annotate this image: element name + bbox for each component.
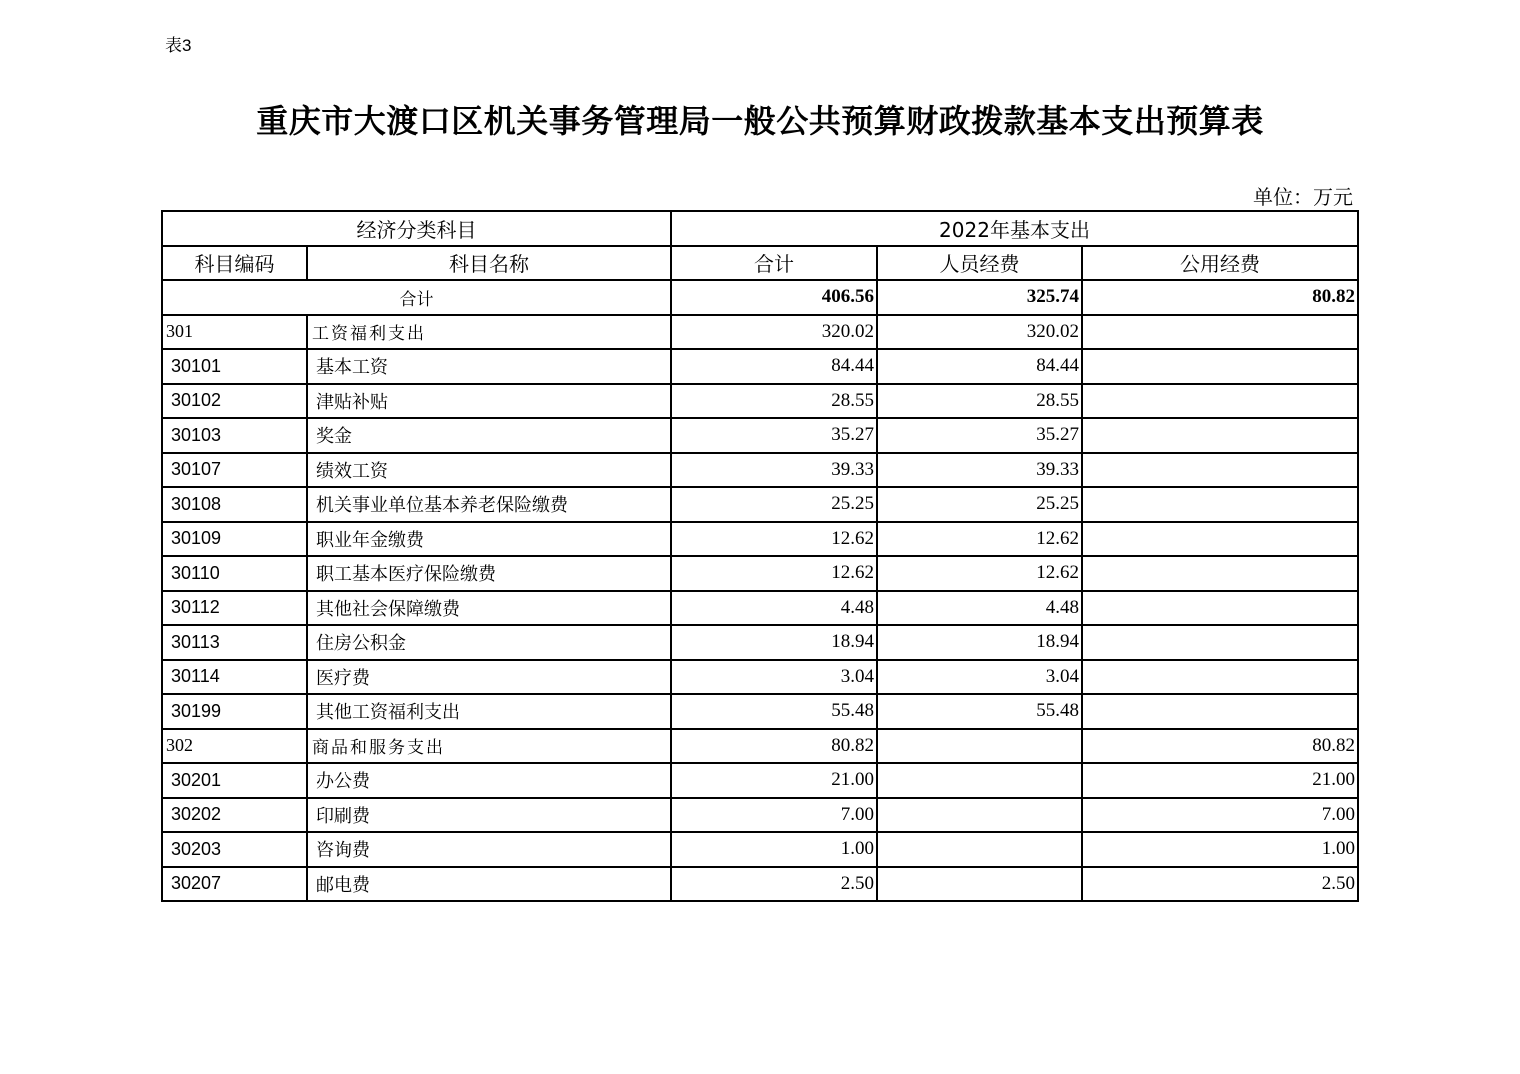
row-total: 21.00 <box>671 763 877 798</box>
row-personnel: 320.02 <box>877 315 1082 350</box>
row-name: 职业年金缴费 <box>307 522 671 557</box>
row-public <box>1082 418 1358 453</box>
row-name: 奖金 <box>307 418 671 453</box>
row-name: 基本工资 <box>307 349 671 384</box>
row-total: 28.55 <box>671 384 877 419</box>
header-basic-expenditure-2022: 2022年基本支出 <box>671 211 1358 246</box>
row-personnel: 4.48 <box>877 591 1082 626</box>
row-total: 7.00 <box>671 798 877 833</box>
row-public <box>1082 453 1358 488</box>
row-total: 84.44 <box>671 349 877 384</box>
row-personnel <box>877 763 1082 798</box>
row-total: 2.50 <box>671 867 877 902</box>
row-total: 80.82 <box>671 729 877 764</box>
row-total: 320.02 <box>671 315 877 350</box>
table-row <box>162 867 1358 902</box>
row-code: 30103 <box>162 418 307 453</box>
row-total: 1.00 <box>671 832 877 867</box>
row-name: 医疗费 <box>307 660 671 695</box>
row-total: 12.62 <box>671 556 877 591</box>
row-total: 25.25 <box>671 487 877 522</box>
header-code: 科目编码 <box>162 246 307 281</box>
row-name: 机关事业单位基本养老保险缴费 <box>307 487 671 522</box>
row-public: 2.50 <box>1082 867 1358 902</box>
row-total: 12.62 <box>671 522 877 557</box>
row-total: 3.04 <box>671 660 877 695</box>
row-code: 30110 <box>162 556 307 591</box>
row-public <box>1082 522 1358 557</box>
header-economic-category: 经济分类科目 <box>162 211 671 246</box>
table-row <box>162 556 1358 591</box>
row-code: 30113 <box>162 625 307 660</box>
row-personnel: 12.62 <box>877 522 1082 557</box>
row-public <box>1082 315 1358 350</box>
header-group-row <box>162 211 1358 246</box>
row-code: 302 <box>162 729 307 764</box>
row-personnel <box>877 867 1082 902</box>
row-personnel: 25.25 <box>877 487 1082 522</box>
row-personnel: 18.94 <box>877 625 1082 660</box>
row-personnel: 39.33 <box>877 453 1082 488</box>
row-total: 4.48 <box>671 591 877 626</box>
row-name: 津贴补贴 <box>307 384 671 419</box>
table-row <box>162 763 1358 798</box>
table-row <box>162 660 1358 695</box>
row-code: 30107 <box>162 453 307 488</box>
row-total: 35.27 <box>671 418 877 453</box>
row-public <box>1082 349 1358 384</box>
table-row <box>162 349 1358 384</box>
row-public <box>1082 556 1358 591</box>
row-personnel: 35.27 <box>877 418 1082 453</box>
table-row <box>162 798 1358 833</box>
row-name: 住房公积金 <box>307 625 671 660</box>
row-code: 30114 <box>162 660 307 695</box>
total-public: 80.82 <box>1082 280 1358 315</box>
row-name: 工资福利支出 <box>307 315 671 350</box>
header-name: 科目名称 <box>307 246 671 281</box>
total-row <box>162 280 1358 315</box>
table-row <box>162 487 1358 522</box>
row-public: 80.82 <box>1082 729 1358 764</box>
row-name: 其他社会保障缴费 <box>307 591 671 626</box>
row-name: 印刷费 <box>307 798 671 833</box>
budget-table <box>161 210 1359 902</box>
row-code: 30102 <box>162 384 307 419</box>
row-public <box>1082 625 1358 660</box>
row-code: 30203 <box>162 832 307 867</box>
row-total: 18.94 <box>671 625 877 660</box>
row-code: 30201 <box>162 763 307 798</box>
category-row <box>162 315 1358 350</box>
row-public: 7.00 <box>1082 798 1358 833</box>
row-personnel <box>877 798 1082 833</box>
row-name: 职工基本医疗保险缴费 <box>307 556 671 591</box>
total-personnel: 325.74 <box>877 280 1082 315</box>
row-public: 21.00 <box>1082 763 1358 798</box>
row-code: 30109 <box>162 522 307 557</box>
header-column-row <box>162 246 1358 281</box>
row-personnel: 12.62 <box>877 556 1082 591</box>
row-personnel: 84.44 <box>877 349 1082 384</box>
table-row <box>162 418 1358 453</box>
row-code: 30112 <box>162 591 307 626</box>
table-row <box>162 453 1358 488</box>
header-public: 公用经费 <box>1082 246 1358 281</box>
row-public <box>1082 694 1358 729</box>
table-number: 表3 <box>165 36 192 55</box>
row-name: 其他工资福利支出 <box>307 694 671 729</box>
row-personnel: 3.04 <box>877 660 1082 695</box>
header-personnel: 人员经费 <box>877 246 1082 281</box>
row-code: 30202 <box>162 798 307 833</box>
table-row <box>162 694 1358 729</box>
row-name: 绩效工资 <box>307 453 671 488</box>
row-personnel: 28.55 <box>877 384 1082 419</box>
row-code: 30199 <box>162 694 307 729</box>
row-name: 咨询费 <box>307 832 671 867</box>
total-sum: 406.56 <box>671 280 877 315</box>
row-public: 1.00 <box>1082 832 1358 867</box>
row-personnel <box>877 832 1082 867</box>
page-title: 重庆市大渡口区机关事务管理局一般公共预算财政拨款基本支出预算表 <box>256 102 1264 140</box>
row-code: 301 <box>162 315 307 350</box>
row-public <box>1082 591 1358 626</box>
table-row <box>162 384 1358 419</box>
row-code: 30207 <box>162 867 307 902</box>
row-personnel: 55.48 <box>877 694 1082 729</box>
row-code: 30108 <box>162 487 307 522</box>
category-row <box>162 729 1358 764</box>
row-code: 30101 <box>162 349 307 384</box>
row-personnel <box>877 729 1082 764</box>
total-label: 合计 <box>162 280 671 315</box>
row-total: 55.48 <box>671 694 877 729</box>
table-row <box>162 522 1358 557</box>
row-name: 邮电费 <box>307 867 671 902</box>
table-row <box>162 625 1358 660</box>
header-total: 合计 <box>671 246 877 281</box>
row-public <box>1082 487 1358 522</box>
unit-label: 单位：万元 <box>1253 185 1353 209</box>
row-total: 39.33 <box>671 453 877 488</box>
row-name: 商品和服务支出 <box>307 729 671 764</box>
table-row <box>162 591 1358 626</box>
row-name: 办公费 <box>307 763 671 798</box>
table-row <box>162 832 1358 867</box>
row-public <box>1082 384 1358 419</box>
row-public <box>1082 660 1358 695</box>
